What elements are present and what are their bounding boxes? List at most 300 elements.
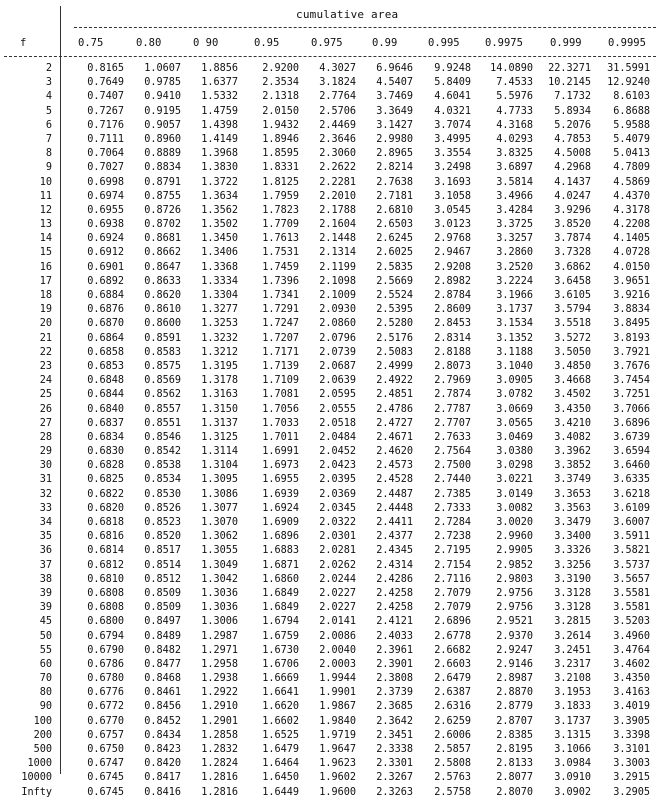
value-cell: 2.3961 (376, 644, 413, 656)
value-cell: 0.7176 (87, 119, 124, 131)
table-row (0, 686, 662, 700)
value-cell: 4.7853 (554, 133, 591, 145)
value-cell: 2.8195 (496, 744, 533, 755)
value-cell: 2.4620 (376, 446, 413, 458)
value-cell: 2.0141 (319, 616, 356, 628)
table-row (0, 473, 662, 487)
value-cell: 1.3070 (201, 517, 238, 528)
value-cell: 0.8726 (144, 204, 181, 216)
value-cell: 1.6641 (262, 687, 299, 699)
value-cell: 2.7969 (434, 375, 471, 387)
value-cell: 1.3304 (201, 290, 238, 301)
value-cell: 0.6848 (87, 375, 124, 387)
value-cell: 3.7328 (554, 247, 591, 259)
value-cell: 2.8073 (434, 360, 471, 372)
value-cell: 0.6750 (87, 744, 124, 755)
value-cell: 0.8569 (144, 375, 181, 387)
value-cell: 6.9646 (376, 63, 413, 74)
value-cell: 2.0227 (319, 587, 356, 599)
value-cell: 2.8077 (496, 772, 533, 784)
value-cell: 0.9057 (144, 119, 181, 131)
value-cell: 4.7733 (496, 105, 533, 117)
value-cell: 2.2010 (319, 190, 356, 202)
table-row (0, 530, 662, 544)
value-cell: 5.8934 (554, 105, 591, 117)
value-cell: 1.9432 (262, 119, 299, 131)
value-cell: 0.8434 (144, 729, 181, 741)
value-cell: 1.2816 (201, 772, 238, 784)
value-cell: 2.0301 (319, 531, 356, 543)
value-cell: 1.4398 (201, 119, 238, 131)
value-cell: 3.1315 (554, 729, 591, 741)
value-cell: 2.7707 (434, 417, 471, 429)
value-cell: 2.4377 (376, 531, 413, 543)
table-row (0, 573, 662, 587)
value-cell: 0.6974 (87, 190, 124, 202)
value-cell: 8.6103 (613, 91, 650, 103)
table-row (0, 176, 662, 190)
value-cell: 0.9785 (144, 77, 181, 89)
value-cell: 2.8870 (496, 687, 533, 699)
value-cell: 2.0687 (319, 360, 356, 372)
value-cell: 3.2498 (434, 162, 471, 174)
df-cell: 10 (39, 176, 52, 188)
df-cell: 9 (45, 162, 52, 174)
value-cell: 1.6973 (262, 460, 299, 472)
value-cell: 2.4727 (376, 417, 413, 429)
value-cell: 3.4668 (554, 375, 591, 387)
df-cell: 35 (39, 531, 52, 543)
value-cell: 1.6669 (262, 673, 299, 685)
value-cell: 3.4764 (613, 644, 650, 656)
df-cell: 5 (45, 105, 52, 117)
value-cell: 0.6844 (87, 389, 124, 401)
table-row (0, 587, 662, 601)
value-cell: 3.3326 (554, 545, 591, 557)
value-cell: 1.3334 (201, 275, 238, 287)
value-cell: 0.6776 (87, 687, 124, 699)
value-cell: 3.2915 (613, 772, 650, 784)
value-cell: 2.1788 (319, 204, 356, 216)
value-cell: 2.9200 (262, 63, 299, 74)
value-cell: 2.3060 (319, 148, 356, 160)
value-cell: 2.8982 (434, 275, 471, 287)
value-cell: 0.8509 (144, 587, 181, 599)
value-cell: 2.7500 (434, 460, 471, 472)
value-cell: 1.2858 (201, 729, 238, 741)
value-cell: 0.6745 (87, 786, 124, 798)
value-cell: 1.7959 (262, 190, 299, 202)
value-cell: 0.8461 (144, 687, 181, 699)
value-cell: 1.7011 (262, 431, 299, 443)
value-cell: 3.1427 (376, 119, 413, 131)
value-cell: 0.6834 (87, 431, 124, 443)
value-cell: 6.8688 (613, 105, 650, 117)
value-cell: 2.6503 (376, 219, 413, 231)
value-cell: 0.8452 (144, 715, 181, 727)
value-cell: 2.3646 (319, 133, 356, 145)
df-cell: 18 (39, 290, 52, 301)
value-cell: 1.6896 (262, 531, 299, 543)
df-cell: 27 (39, 417, 52, 429)
value-cell: 3.6460 (613, 460, 650, 472)
value-cell: 1.3125 (201, 431, 238, 443)
value-cell: 2.9370 (496, 630, 533, 642)
value-cell: 1.3178 (201, 375, 238, 387)
value-cell: 3.1737 (554, 715, 591, 727)
value-cell: 2.7079 (434, 602, 471, 614)
value-cell: 0.6812 (87, 559, 124, 571)
value-cell: 3.5911 (613, 531, 650, 543)
value-cell: 3.3398 (613, 729, 650, 741)
table-row (0, 374, 662, 388)
value-cell: 3.3101 (613, 744, 650, 755)
value-cell: 2.9247 (496, 644, 533, 656)
value-cell: 4.6041 (434, 91, 471, 103)
value-cell: 2.4528 (376, 474, 413, 486)
value-cell: 12.9240 (607, 77, 650, 89)
value-cell: 3.1824 (319, 77, 356, 89)
value-cell: 2.6479 (434, 673, 471, 685)
value-cell: 2.0555 (319, 403, 356, 415)
value-cell: 2.4258 (376, 587, 413, 599)
value-cell: 0.8575 (144, 360, 181, 372)
value-cell: 2.6896 (434, 616, 471, 628)
value-cell: 0.8517 (144, 545, 181, 557)
value-cell: 0.6810 (87, 573, 124, 585)
value-cell: 3.6739 (613, 431, 650, 443)
table-row (0, 559, 662, 573)
value-cell: 0.6808 (87, 602, 124, 614)
value-cell: 0.7649 (87, 77, 124, 89)
value-cell: 2.0150 (262, 105, 299, 117)
value-cell: 3.8520 (554, 219, 591, 231)
table-title: cumulative area (296, 8, 399, 21)
value-cell: 0.8583 (144, 346, 181, 358)
value-cell: 0.7064 (87, 148, 124, 160)
value-cell: 0.6820 (87, 502, 124, 514)
value-cell: 0.6822 (87, 488, 124, 500)
value-cell: 3.3962 (554, 446, 591, 458)
value-cell: 1.3104 (201, 460, 238, 472)
df-cell: 500 (33, 744, 52, 755)
value-cell: 2.5083 (376, 346, 413, 358)
value-cell: 1.3006 (201, 616, 238, 628)
value-cell: 2.7764 (319, 91, 356, 103)
value-cell: 2.7181 (376, 190, 413, 202)
table-row (0, 786, 662, 800)
value-cell: 1.6464 (262, 758, 299, 770)
value-cell: 4.1437 (554, 176, 591, 188)
df-cell: 7 (45, 133, 52, 145)
value-cell: 0.6837 (87, 417, 124, 429)
df-cell: 38 (39, 573, 52, 585)
value-cell: 10.2145 (548, 77, 591, 89)
df-cell: 12 (39, 204, 52, 216)
value-cell: 3.7066 (613, 403, 650, 415)
value-cell: 1.6602 (262, 715, 299, 727)
value-cell: 2.6603 (434, 658, 471, 670)
value-cell: 0.8482 (144, 644, 181, 656)
value-cell: 0.6818 (87, 517, 124, 528)
value-cell: 1.6525 (262, 729, 299, 741)
value-cell: 2.4258 (376, 602, 413, 614)
value-cell: 3.6458 (554, 275, 591, 287)
table-row (0, 360, 662, 374)
value-cell: 3.0669 (496, 403, 533, 415)
value-cell: 5.8409 (434, 77, 471, 89)
value-cell: 1.2910 (201, 701, 238, 713)
value-cell: 3.4350 (613, 673, 650, 685)
value-cell: 1.2901 (201, 715, 238, 727)
value-cell: 0.6745 (87, 772, 124, 784)
value-cell: 2.0086 (319, 630, 356, 642)
value-cell: 3.0984 (554, 758, 591, 770)
value-cell: 1.7531 (262, 247, 299, 259)
value-cell: 1.3036 (201, 587, 238, 599)
value-cell: 0.8702 (144, 219, 181, 231)
column-header: 0 90 (193, 37, 219, 49)
value-cell: 1.3049 (201, 559, 238, 571)
value-cell: 1.7396 (262, 275, 299, 287)
table-row (0, 630, 662, 644)
value-cell: 1.7247 (262, 318, 299, 330)
value-cell: 2.6259 (434, 715, 471, 727)
value-cell: 2.0739 (319, 346, 356, 358)
column-header: 0.9995 (608, 37, 646, 49)
table-row (0, 317, 662, 331)
value-cell: 1.2922 (201, 687, 238, 699)
value-cell: 0.6938 (87, 219, 124, 231)
table-row (0, 346, 662, 360)
value-cell: 1.9840 (319, 715, 356, 727)
df-cell: 28 (39, 431, 52, 443)
value-cell: 0.6780 (87, 673, 124, 685)
df-cell: 4 (45, 91, 52, 103)
value-cell: 2.0423 (319, 460, 356, 472)
value-cell: 2.0860 (319, 318, 356, 330)
value-cell: 0.6790 (87, 644, 124, 656)
table-row (0, 672, 662, 686)
value-cell: 1.6377 (201, 77, 238, 89)
value-cell: 2.8133 (496, 758, 533, 770)
value-cell: 3.3256 (554, 559, 591, 571)
value-cell: 1.6849 (262, 602, 299, 614)
df-cell: 1000 (27, 758, 52, 770)
value-cell: 1.3232 (201, 332, 238, 344)
table-row (0, 417, 662, 431)
value-cell: 2.3534 (262, 77, 299, 89)
value-cell: 2.7154 (434, 559, 471, 571)
value-cell: 1.9867 (319, 701, 356, 713)
value-cell: 2.7385 (434, 488, 471, 500)
value-cell: 1.3562 (201, 204, 238, 216)
value-cell: 2.7440 (434, 474, 471, 486)
value-cell: 2.3267 (376, 772, 413, 784)
value-cell: 1.3722 (201, 176, 238, 188)
table-row (0, 644, 662, 658)
table-row (0, 289, 662, 303)
value-cell: 0.8520 (144, 531, 181, 543)
value-cell: 2.1199 (319, 261, 356, 273)
table-row (0, 658, 662, 672)
value-cell: 2.8453 (434, 318, 471, 330)
value-cell: 1.6449 (262, 786, 299, 798)
value-cell: 2.3685 (376, 701, 413, 713)
value-cell: 2.1314 (319, 247, 356, 259)
value-cell: 1.0607 (144, 63, 181, 74)
value-cell: 3.1352 (496, 332, 533, 344)
value-cell: 0.8523 (144, 517, 181, 528)
value-cell: 2.0322 (319, 517, 356, 528)
df-cell: 50 (39, 630, 52, 642)
value-cell: 5.0413 (613, 148, 650, 160)
value-cell: 3.5737 (613, 559, 650, 571)
value-cell: 3.6862 (554, 261, 591, 273)
value-cell: 3.1737 (496, 304, 533, 316)
value-cell: 0.7027 (87, 162, 124, 174)
value-cell: 0.6853 (87, 360, 124, 372)
value-cell: 0.6924 (87, 233, 124, 245)
value-cell: 1.7823 (262, 204, 299, 216)
df-cell: 14 (39, 233, 52, 245)
value-cell: 2.5857 (434, 744, 471, 755)
value-cell: 0.8889 (144, 148, 181, 160)
df-cell: 22 (39, 346, 52, 358)
value-cell: 0.6858 (87, 346, 124, 358)
table-row (0, 90, 662, 104)
value-cell: 2.4999 (376, 360, 413, 372)
column-header: 0.80 (136, 37, 162, 49)
value-cell: 0.8512 (144, 573, 181, 585)
table-row (0, 119, 662, 133)
value-cell: 2.9756 (496, 602, 533, 614)
value-cell: 1.3062 (201, 531, 238, 543)
value-cell: 0.6955 (87, 204, 124, 216)
title-rule (74, 27, 656, 28)
df-cell: 19 (39, 304, 52, 316)
value-cell: 3.1058 (434, 190, 471, 202)
value-cell: 1.3968 (201, 148, 238, 160)
value-cell: 0.6892 (87, 275, 124, 287)
value-cell: 0.6828 (87, 460, 124, 472)
table-row (0, 204, 662, 218)
value-cell: 2.1098 (319, 275, 356, 287)
value-cell: 1.7341 (262, 290, 299, 301)
value-cell: 3.4850 (554, 360, 591, 372)
value-cell: 1.3086 (201, 488, 238, 500)
value-cell: 3.0020 (496, 517, 533, 528)
table-row (0, 275, 662, 289)
value-cell: 2.7787 (434, 403, 471, 415)
table-row (0, 729, 662, 743)
value-cell: 1.7459 (262, 261, 299, 273)
value-cell: 1.9623 (319, 758, 356, 770)
value-cell: 1.6706 (262, 658, 299, 670)
value-cell: 3.2224 (496, 275, 533, 287)
table-row (0, 161, 662, 175)
value-cell: 2.9960 (496, 531, 533, 543)
value-cell: 2.5808 (434, 758, 471, 770)
value-cell: 0.8633 (144, 275, 181, 287)
value-cell: 3.4602 (613, 658, 650, 670)
value-cell: 3.4966 (496, 190, 533, 202)
value-cell: 0.6747 (87, 758, 124, 770)
value-cell: 2.6682 (434, 644, 471, 656)
value-cell: 1.8595 (262, 148, 299, 160)
value-cell: 3.6896 (613, 417, 650, 429)
value-cell: 4.0247 (554, 190, 591, 202)
value-cell: 2.0281 (319, 545, 356, 557)
value-cell: 2.5763 (434, 772, 471, 784)
value-cell: 3.9296 (554, 204, 591, 216)
value-cell: 1.7709 (262, 219, 299, 231)
table-row (0, 133, 662, 147)
value-cell: 0.8647 (144, 261, 181, 273)
value-cell: 0.8960 (144, 133, 181, 145)
value-cell: 2.9768 (434, 233, 471, 245)
value-cell: 3.5050 (554, 346, 591, 358)
value-cell: 1.9602 (319, 772, 356, 784)
value-cell: 0.8610 (144, 304, 181, 316)
value-cell: 2.9905 (496, 545, 533, 557)
value-cell: 5.9588 (613, 119, 650, 131)
df-cell: 100 (33, 715, 52, 727)
value-cell: 2.3901 (376, 658, 413, 670)
value-cell: 0.8514 (144, 559, 181, 571)
value-cell: 1.6730 (262, 644, 299, 656)
value-cell: 3.7676 (613, 360, 650, 372)
value-cell: 1.3163 (201, 389, 238, 401)
value-cell: 0.7267 (87, 105, 124, 117)
value-cell: 3.0469 (496, 431, 533, 443)
value-cell: 1.3502 (201, 219, 238, 231)
value-cell: 2.7079 (434, 587, 471, 599)
table-row (0, 388, 662, 402)
value-cell: 1.2816 (201, 786, 238, 798)
value-cell: 2.0040 (319, 644, 356, 656)
value-cell: 0.6814 (87, 545, 124, 557)
value-cell: 1.8946 (262, 133, 299, 145)
value-cell: 1.2958 (201, 658, 238, 670)
value-cell: 0.6808 (87, 587, 124, 599)
value-cell: 2.9756 (496, 587, 533, 599)
value-cell: 4.0321 (434, 105, 471, 117)
value-cell: 0.6830 (87, 446, 124, 458)
value-cell: 2.0003 (319, 658, 356, 670)
df-cell: 3 (45, 77, 52, 89)
value-cell: 1.7033 (262, 417, 299, 429)
column-header: 0.9975 (485, 37, 523, 49)
value-cell: 2.7195 (434, 545, 471, 557)
value-cell: 0.8165 (87, 63, 124, 74)
value-cell: 1.4759 (201, 105, 238, 117)
value-cell: 2.0369 (319, 488, 356, 500)
value-cell: 1.2971 (201, 644, 238, 656)
value-cell: 1.7139 (262, 360, 299, 372)
column-header: 0.95 (254, 37, 280, 49)
value-cell: 2.9980 (376, 133, 413, 145)
value-cell: 0.8620 (144, 290, 181, 301)
value-cell: 1.3253 (201, 318, 238, 330)
value-cell: 1.2938 (201, 673, 238, 685)
value-cell: 3.0905 (496, 375, 533, 387)
value-cell: 2.3338 (376, 744, 413, 755)
value-cell: 2.4314 (376, 559, 413, 571)
value-cell: 2.2281 (319, 176, 356, 188)
value-cell: 1.3212 (201, 346, 238, 358)
column-header: 0.999 (550, 37, 582, 49)
